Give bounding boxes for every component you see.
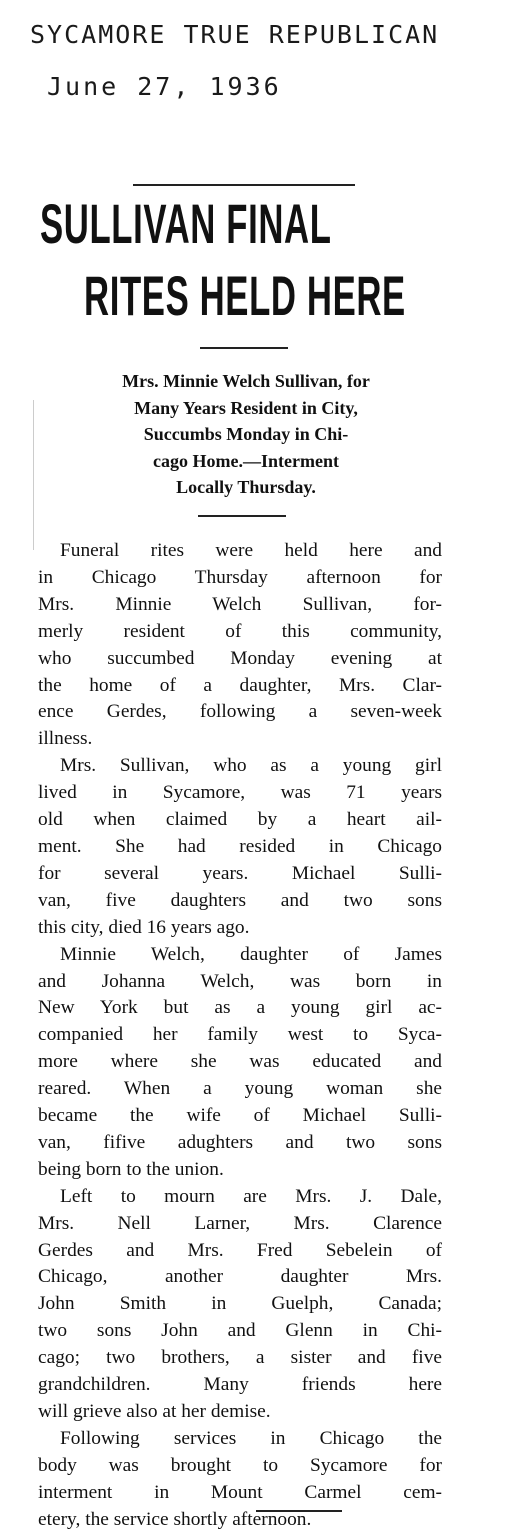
bottom-rule <box>256 1510 342 1512</box>
body-line: Mrs. Minnie Welch Sullivan, for- <box>38 593 442 615</box>
deck-rule <box>198 515 286 517</box>
body-line: reared. When a young woman she <box>38 1078 442 1100</box>
body-line: John Smith in Guelph, Canada; <box>38 1293 442 1315</box>
headline-rule <box>200 347 288 349</box>
body-line: being born to the union. <box>38 1158 224 1180</box>
deck-line: cago Home.—Interment <box>153 450 339 471</box>
body-line: Chicago, another daughter Mrs. <box>38 1266 442 1288</box>
body-line: two sons John and Glenn in Chi- <box>38 1320 442 1342</box>
body-line: cago; two brothers, a sister and five <box>38 1347 442 1369</box>
body-line: for several years. Michael Sulli- <box>38 862 442 884</box>
body-line: Following services in Chicago the <box>60 1427 442 1449</box>
body-line: more where she was educated and <box>38 1051 442 1073</box>
body-line: became the wife of Michael Sulli- <box>38 1105 442 1127</box>
body-line: companied her family west to Syca- <box>38 1024 442 1046</box>
body-line: New York but as a young girl ac- <box>38 997 442 1019</box>
body-line: van, fifive adughters and two sons <box>38 1131 442 1153</box>
body-line: van, five daughters and two sons <box>38 889 442 911</box>
headline-line-1: SULLIVAN FINAL <box>40 192 332 255</box>
body-line: old when claimed by a heart ail- <box>38 809 442 831</box>
source-publication: SYCAMORE TRUE REPUBLICAN <box>30 20 440 49</box>
body-line: grandchildren. Many friends here <box>38 1374 442 1396</box>
article-body <box>38 538 442 1534</box>
publication-date: June 27, 1936 <box>47 72 282 101</box>
body-line: ment. She had resided in Chicago <box>38 835 442 857</box>
body-line: this city, died 16 years ago. <box>38 916 250 938</box>
body-line: interment in Mount Carmel cem- <box>38 1481 442 1503</box>
body-line: merly resident of this community, <box>38 620 442 642</box>
subheadline-deck <box>34 368 458 501</box>
body-line: body was brought to Sycamore for <box>38 1454 442 1476</box>
deck-line: Succumbs Monday in Chi- <box>143 424 349 444</box>
body-line: in Chicago Thursday afternoon for <box>38 566 442 588</box>
body-line: Mrs. Nell Larner, Mrs. Clarence <box>38 1212 442 1234</box>
body-line: Funeral rites were held here and <box>60 540 442 561</box>
body-line: Mrs. Sullivan, who as a young girl <box>60 755 442 777</box>
body-line: Left to mourn are Mrs. J. Dale, <box>60 1185 442 1207</box>
top-rule <box>133 184 355 186</box>
body-line: Gerdes and Mrs. Fred Sebelein of <box>38 1239 442 1261</box>
body-line: illness. <box>38 728 93 750</box>
body-line: ence Gerdes, following a seven-week <box>38 701 442 723</box>
body-line: will grieve also at her demise. <box>38 1401 271 1422</box>
deck-line: Locally Thursday. <box>176 477 316 497</box>
body-line: lived in Sycamore, was 71 years <box>38 782 442 804</box>
body-line: Minnie Welch, daughter of James <box>60 943 442 965</box>
body-line: who succumbed Monday evening at <box>38 647 442 669</box>
body-line: the home of a daughter, Mrs. Clar- <box>38 674 442 696</box>
clipping-edge-mark <box>33 400 34 550</box>
body-line: etery, the service shortly afternoon. <box>38 1508 312 1530</box>
deck-line: Mrs. Minnie Welch Sullivan, for <box>122 371 370 391</box>
body-line: and Johanna Welch, was born in <box>38 970 442 992</box>
headline-line-2: RITES HELD HERE <box>84 264 406 327</box>
deck-line: Many Years Resident in City, <box>134 397 358 418</box>
